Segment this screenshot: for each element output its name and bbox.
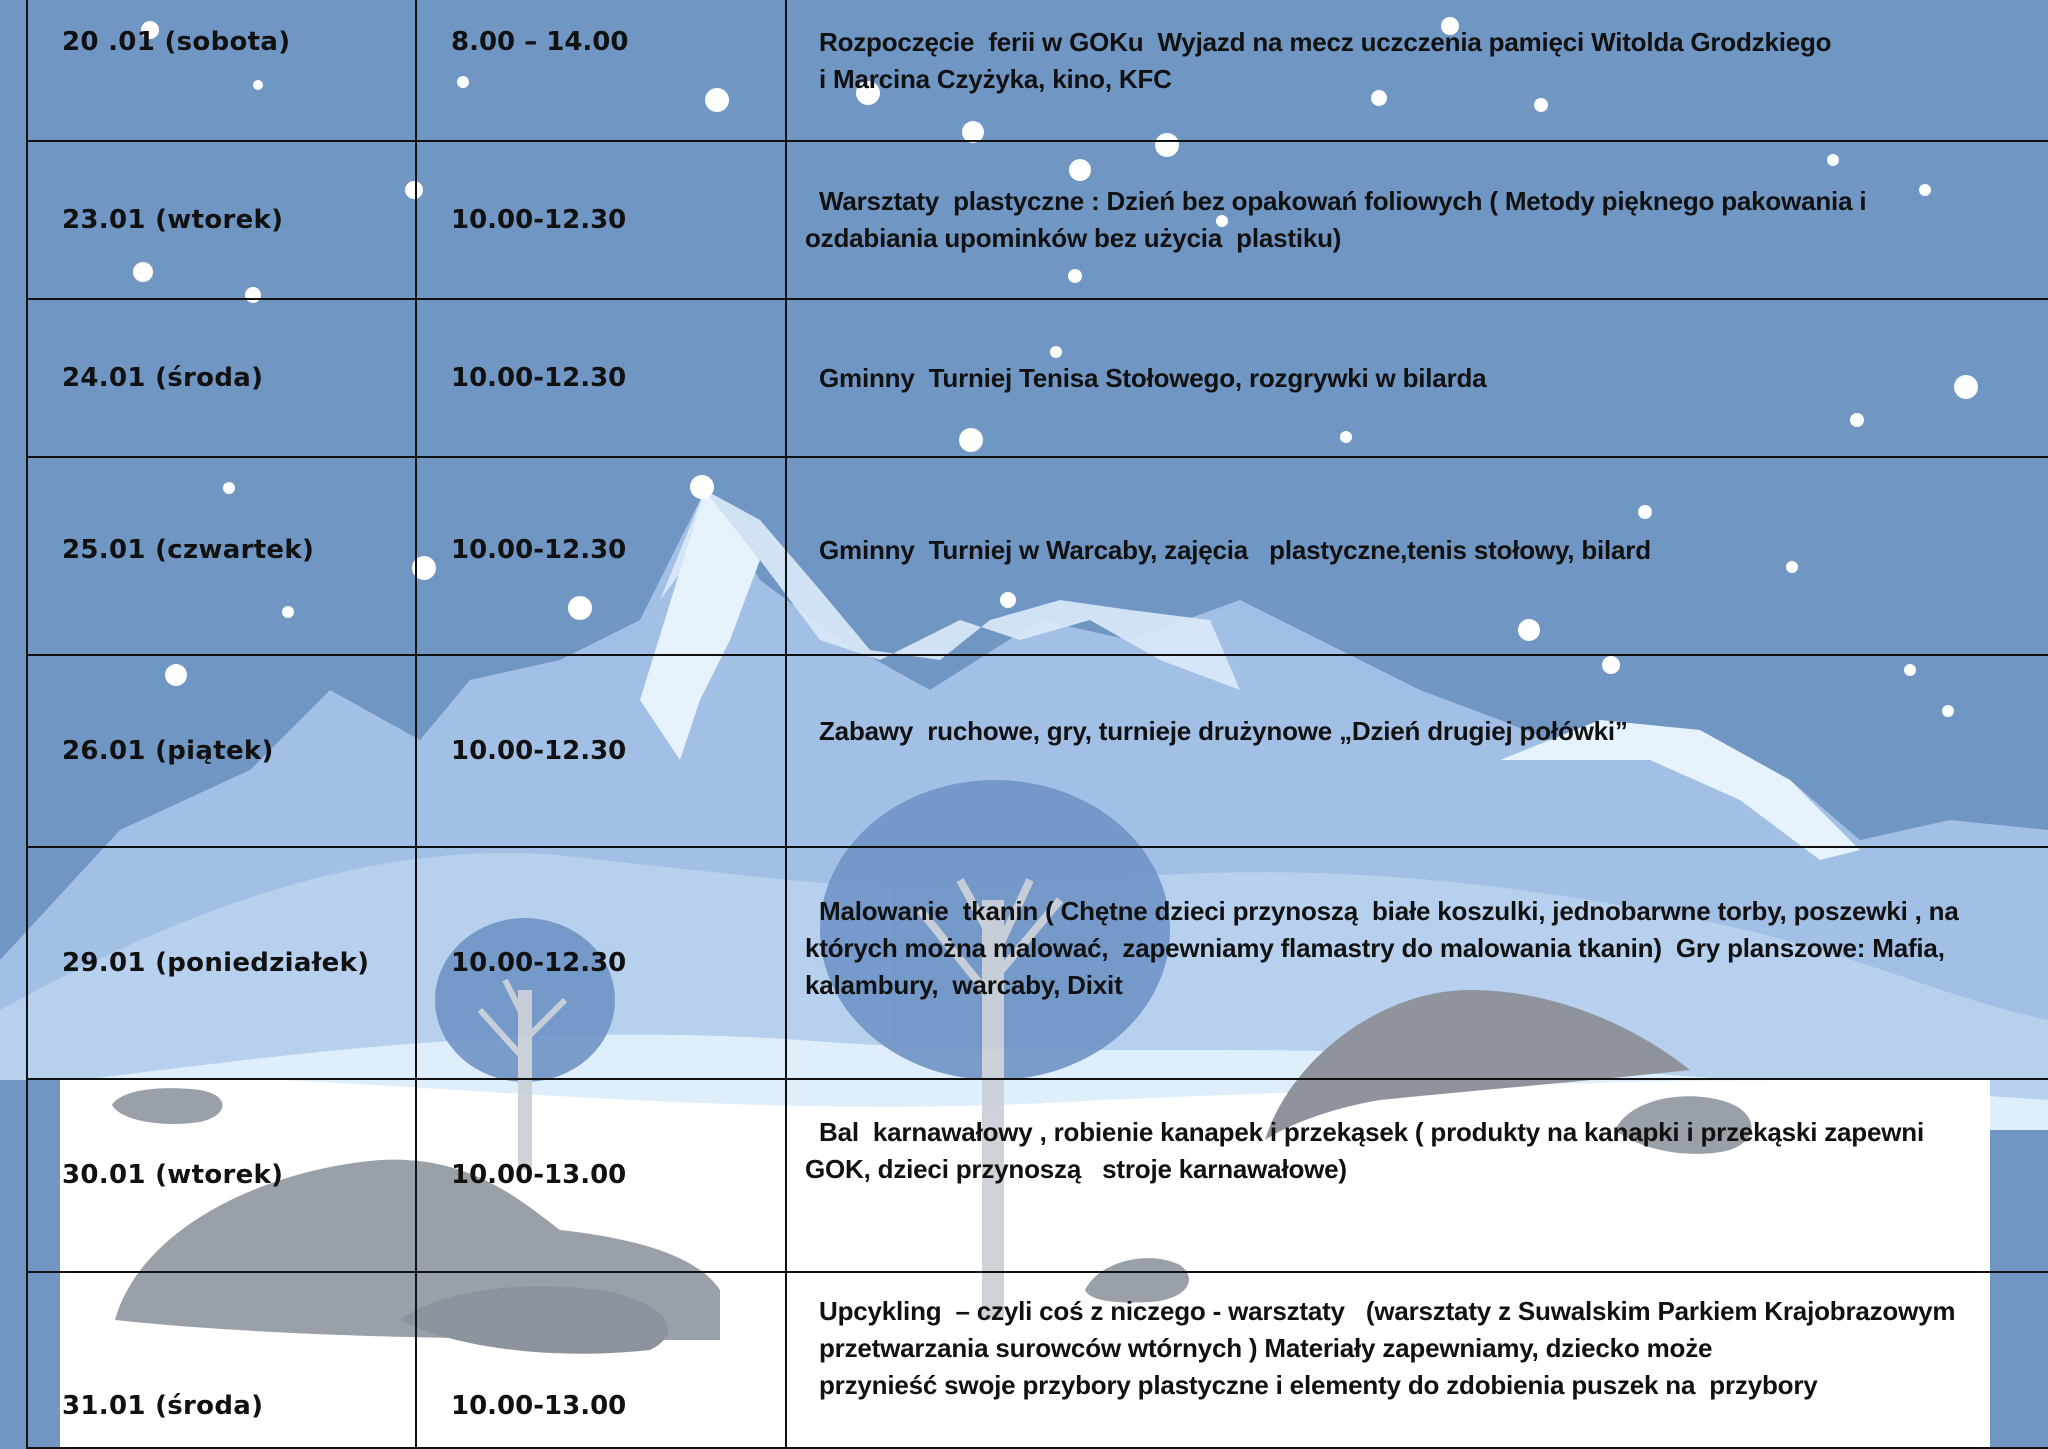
time-cell: 10.00-13.00 <box>416 1079 786 1272</box>
time-cell: 8.00 – 14.00 <box>416 0 786 141</box>
table-row <box>27 1079 2048 1272</box>
description-cell <box>786 141 2048 299</box>
table-row <box>27 1272 2048 1448</box>
description-line: GOK, dzieci przynoszą stroje karnawałowe) <box>805 1153 1347 1184</box>
date-cell: 30.01 (wtorek) <box>27 1079 416 1272</box>
date-cell: 29.01 (poniedziałek) <box>27 847 416 1079</box>
description-line: przynieść swoje przybory plastyczne i elementy do zdobienia puszek na przybory <box>819 1370 1818 1400</box>
description-line: Warsztaty plastyczne : Dzień bez opakowań foliowych ( Metody pięknego pakowania i <box>819 186 1867 216</box>
description-line: Rozpoczęcie ferii w GOKu Wyjazd na mecz uczczenia pamięci Witolda Grodzkiego <box>819 27 1832 57</box>
time-cell: 10.00-12.30 <box>416 847 786 1079</box>
description-line: kalambury, warcaby, Dixit <box>805 969 1123 1000</box>
description-cell <box>786 1272 2048 1448</box>
date-cell: 31.01 (środa) <box>27 1272 416 1448</box>
date-cell: 24.01 (środa) <box>27 299 416 457</box>
description-cell <box>786 847 2048 1079</box>
description-line: których można malować, zapewniamy flamastry do malowania tkanin) Gry planszowe: Mafia, <box>805 932 1945 963</box>
table-row <box>27 0 2048 141</box>
description-cell <box>786 1079 2048 1272</box>
description-line: Gminny Turniej Tenisa Stołowego, rozgrywki w bilarda <box>819 362 1487 393</box>
description-cell <box>786 299 2048 457</box>
description-line: Gminny Turniej w Warcaby, zajęcia plastyczne,tenis stołowy, bilard <box>819 534 1651 565</box>
table-row <box>27 847 2048 1079</box>
description-cell <box>786 655 2048 847</box>
time-cell: 10.00-12.30 <box>416 141 786 299</box>
time-cell: 10.00-12.30 <box>416 299 786 457</box>
description-cell <box>786 0 2048 141</box>
time-cell: 10.00-12.30 <box>416 655 786 847</box>
table-row <box>27 655 2048 847</box>
date-cell: 23.01 (wtorek) <box>27 141 416 299</box>
description-line: Upcykling – czyli coś z niczego - warsztaty (warsztaty z Suwalskim Parkiem Krajobrazowym <box>819 1296 1956 1326</box>
date-cell: 25.01 (czwartek) <box>27 457 416 655</box>
schedule-table <box>26 0 2048 1449</box>
time-cell: 10.00-12.30 <box>416 457 786 655</box>
time-cell: 10.00-13.00 <box>416 1272 786 1448</box>
description-line: Bal karnawałowy , robienie kanapek i przekąsek ( produkty na kanapki i przekąski zapewni <box>819 1116 1924 1147</box>
description-line: i Marcina Czyżyka, kino, KFC <box>819 64 1172 94</box>
description-line: Zabawy ruchowe, gry, turnieje drużynowe „Dzień drugiej połówki” <box>819 715 1628 746</box>
description-line: Malowanie tkanin ( Chętne dzieci przynoszą białe koszulki, jednobarwne torby, poszewki , na <box>819 895 1959 926</box>
date-cell: 20 .01 (sobota) <box>27 0 416 141</box>
description-cell <box>786 457 2048 655</box>
description-line: przetwarzania surowców wtórnych ) Materiały zapewniamy, dziecko może <box>819 1333 1713 1363</box>
table-row <box>27 457 2048 655</box>
description-line: ozdabiania upominków bez użycia plastiku) <box>805 223 1342 253</box>
date-cell: 26.01 (piątek) <box>27 655 416 847</box>
table-row <box>27 141 2048 299</box>
table-row <box>27 299 2048 457</box>
